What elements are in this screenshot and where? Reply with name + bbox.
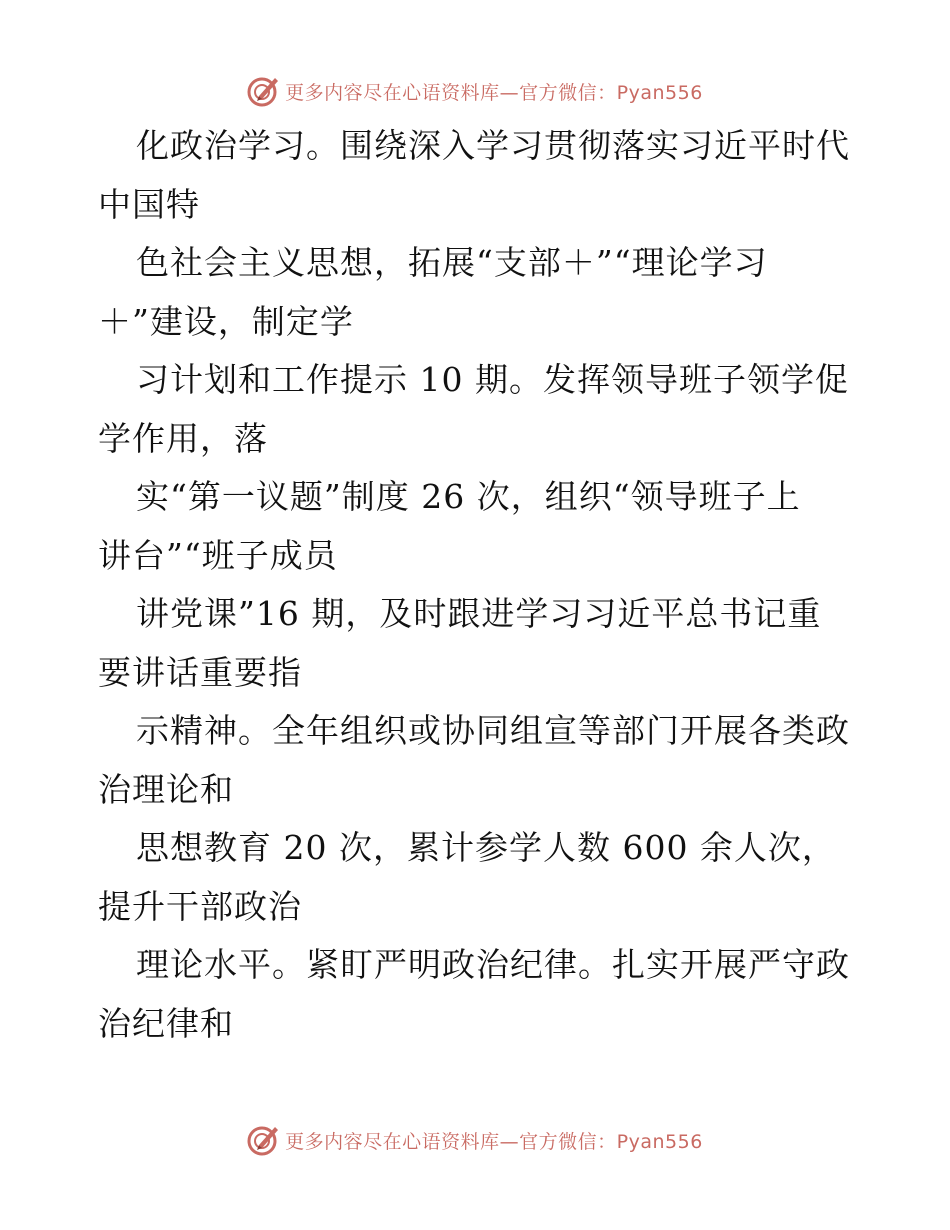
text-line: 学作用，落 <box>98 418 268 458</box>
text-line: 要讲话重要指 <box>98 652 302 692</box>
text-line: 提升干部政治 <box>98 886 302 926</box>
pen-nib-logo-icon <box>247 1123 281 1157</box>
pen-nib-logo-icon <box>247 74 281 108</box>
text-line: 中国特 <box>98 184 200 224</box>
footer-banner <box>0 1120 950 1160</box>
text-line: 示精神。全年组织或协同组宣等部门开展各类政 <box>136 711 850 750</box>
text-line: 思想教育 20 次，累计参学人数 600 余人次， <box>136 828 836 867</box>
text-line: 讲台”“班子成员 <box>98 535 338 575</box>
text-line: 化政治学习。围绕深入学习贯彻落实习近平时代 <box>136 126 850 165</box>
text-line: ＋”建设，制定学 <box>98 301 354 341</box>
document-body <box>98 117 858 1053</box>
text-line: 治理论和 <box>98 769 234 809</box>
text-line: 实“第一议题”制度 26 次，组织“领导班子上 <box>136 477 801 516</box>
footer-text: 更多内容尽在心语资料库—官方微信：Pyan556 <box>285 1130 703 1153</box>
header-text: 更多内容尽在心语资料库—官方微信：Pyan556 <box>285 81 703 104</box>
header-banner <box>0 71 950 111</box>
text-line: 习计划和工作提示 10 期。发挥领导班子领学促 <box>136 360 849 399</box>
text-line: 治纪律和 <box>98 1003 234 1043</box>
text-line: 色社会主义思想，拓展“支部＋”“理论学习 <box>136 243 768 282</box>
text-line: 理论水平。紧盯严明政治纪律。扎实开展严守政 <box>136 945 850 984</box>
text-line: 讲党课”16 期，及时跟进学习习近平总书记重 <box>136 594 822 633</box>
